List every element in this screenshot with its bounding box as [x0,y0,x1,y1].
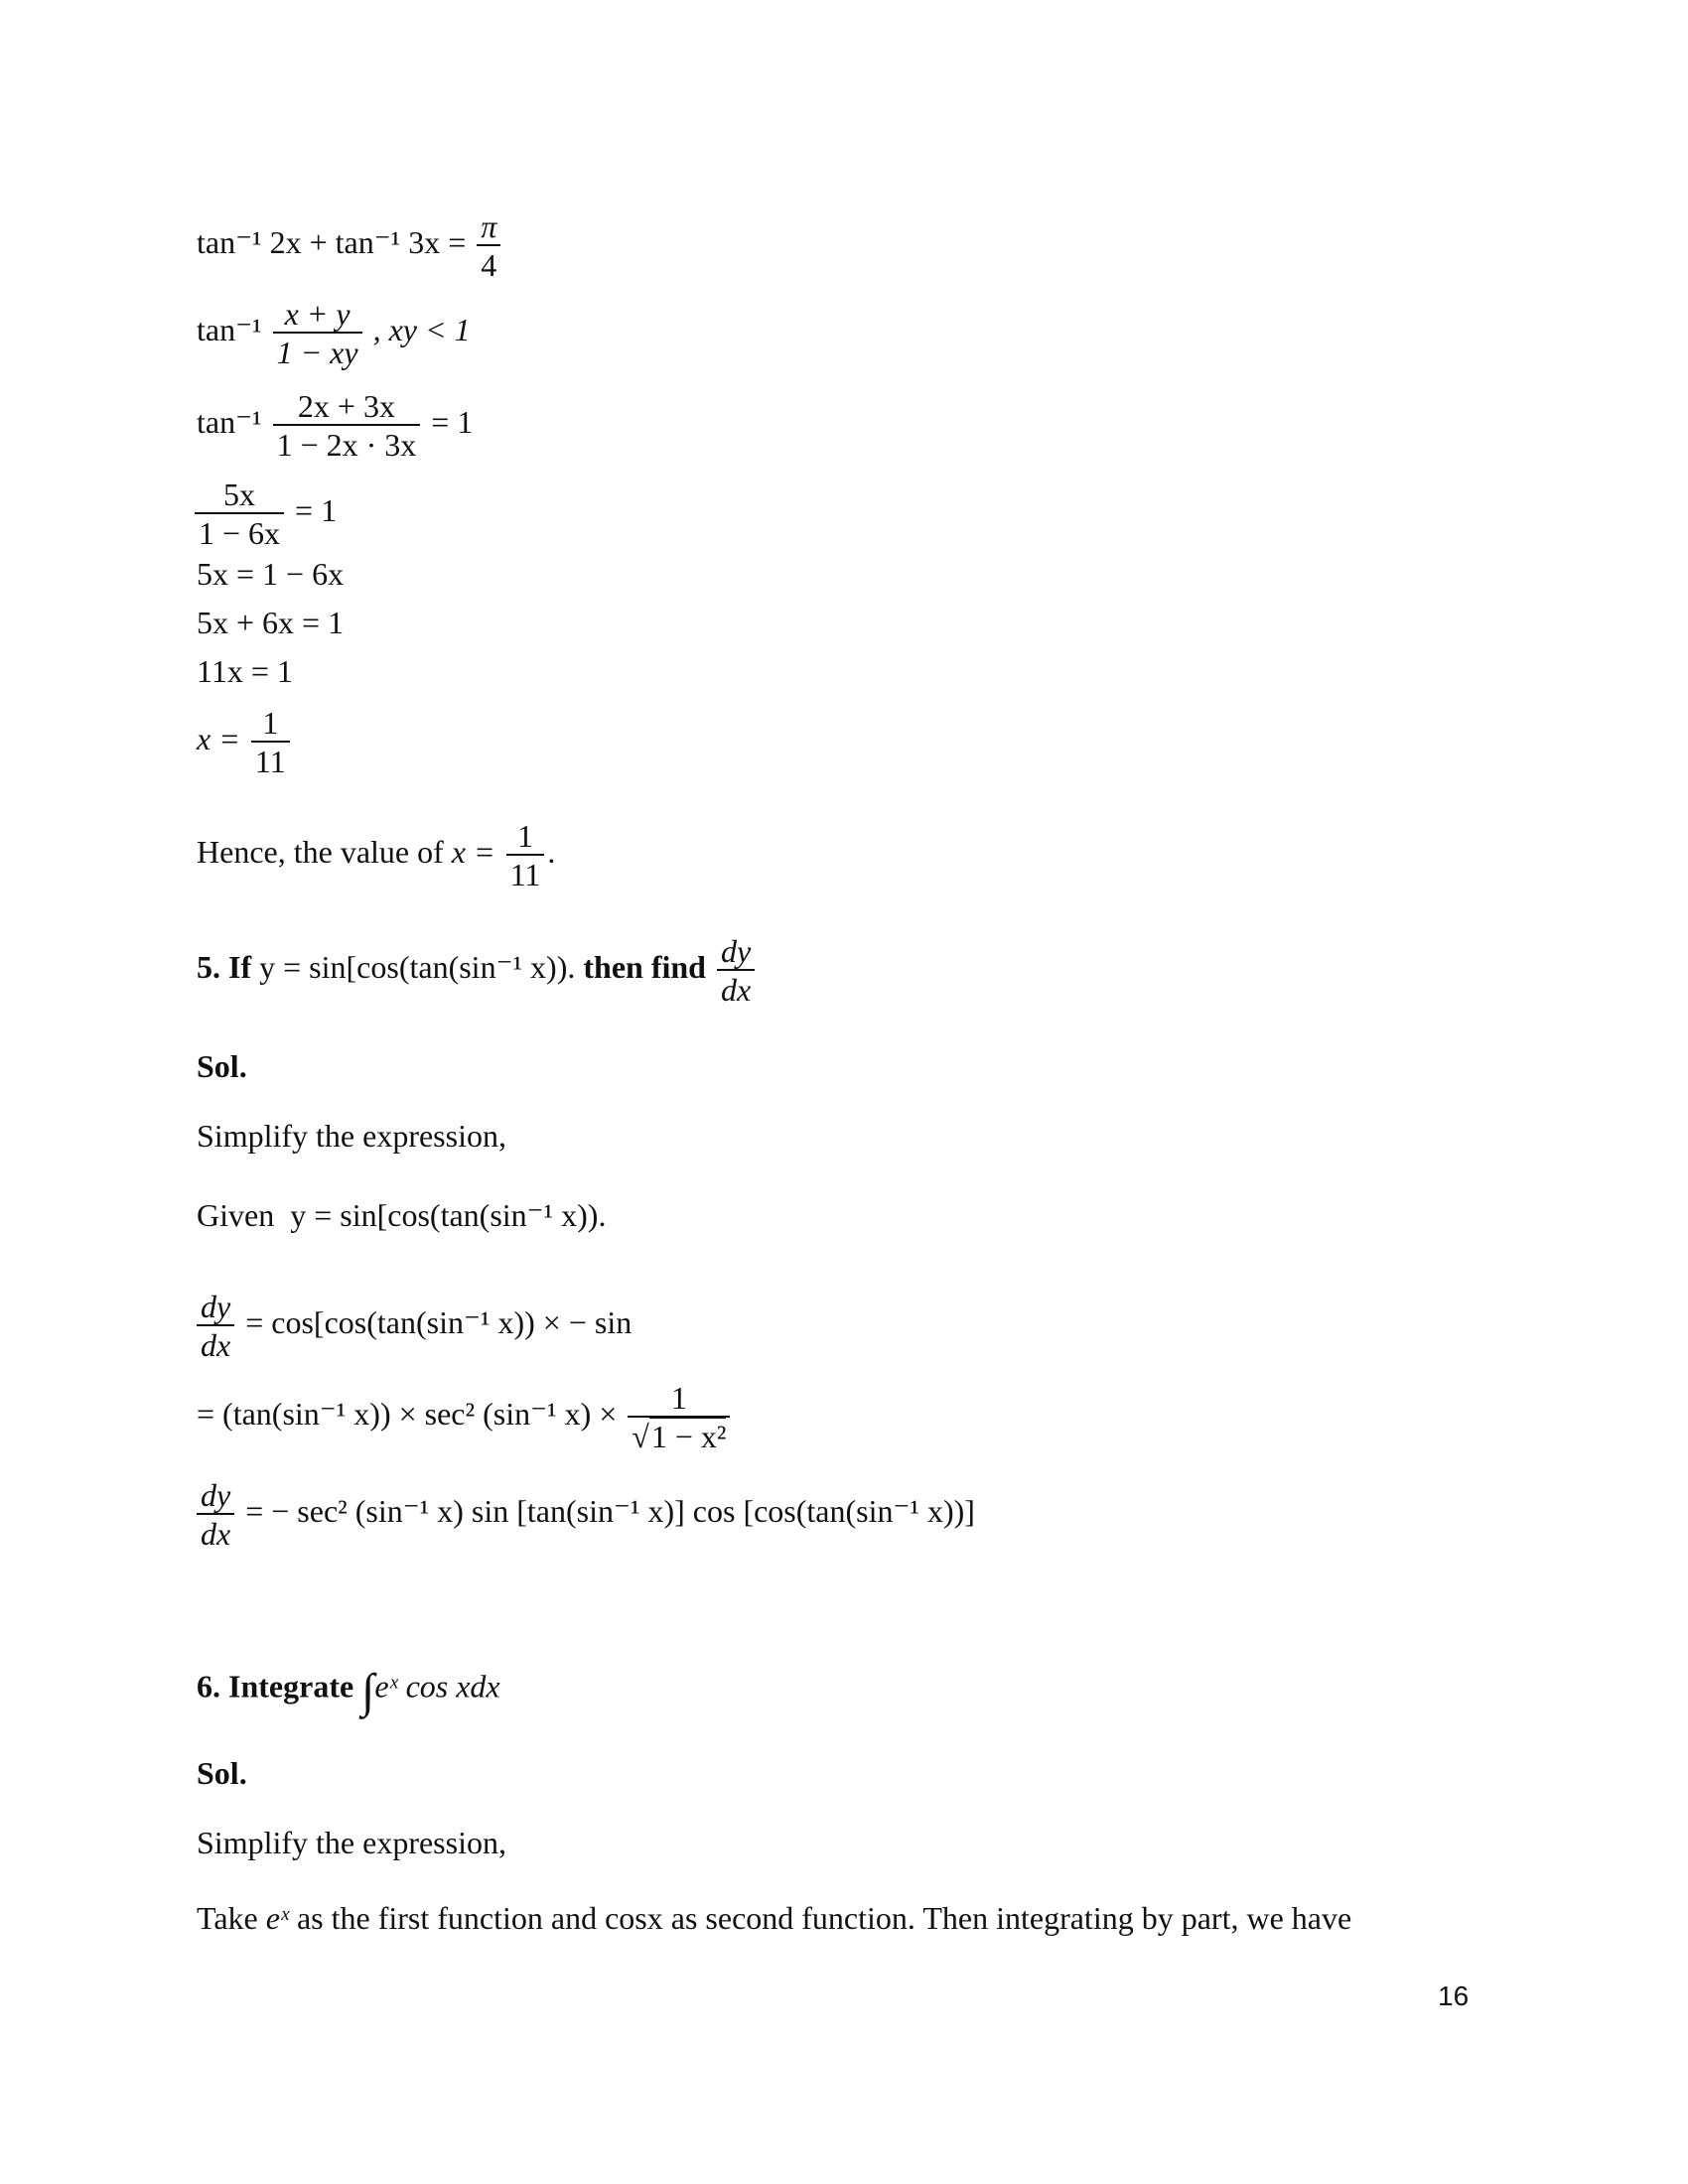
denominator: 4 [477,244,500,281]
denominator: 1 − 2x · 3x [273,424,421,461]
integral-sign-icon: ∫ [361,1665,375,1717]
derivative-step-1 [197,1291,632,1361]
derivative-step-3 [197,1479,975,1550]
equation-step-4 [195,478,337,549]
numerator: 1 [262,705,279,741]
numerator: 1 [516,818,533,854]
derivative-step-2 [197,1382,733,1452]
denominator: dx [197,1513,234,1550]
radicand: 1 − x² [650,1419,727,1454]
fraction-pi-over-4 [477,210,500,281]
denominator: 11 [506,854,545,890]
fraction-inverse-sqrt [628,1382,730,1452]
numerator: 2x + 3x [297,388,395,424]
exponential-term: eˣ [265,1900,289,1936]
problem-number: 5. If [197,948,252,985]
conclusion-line [197,820,555,890]
fraction-5x [195,478,284,549]
step-1-lhs: tan⁻¹ 2x + tan⁻¹ 3x = [197,223,467,260]
fraction-sum-formula [273,298,362,368]
equation-step-1 [197,210,503,281]
problem-5-heading [197,935,758,1006]
derivative-dy-dx [197,1291,234,1361]
page-number: 16 [1438,1980,1470,2011]
problem-6-heading [197,1665,500,1717]
numerator: dy [201,1289,231,1324]
square-root: √1 − x² [632,1419,727,1454]
step-1-rhs: = cos[cos(tan(sin⁻¹ x)) × − sin [245,1303,633,1340]
arctan-prefix: tan⁻¹ [197,311,262,347]
integrand: eˣ cos xdx [374,1668,500,1705]
denominator: 1 − 6x [195,512,284,549]
integration-by-parts-text [197,1902,1351,1934]
take-text: Take [197,1900,258,1936]
numerator: 5x [223,477,256,512]
solution-label: Sol. [197,1755,247,1791]
numerator: 1 [670,1380,687,1416]
fraction-1-over-11 [251,707,290,777]
denominator: dx [717,969,755,1006]
numerator: x + y [284,296,351,332]
denominator [628,1416,730,1452]
denominator: 1 − xy [273,332,362,368]
step-3-rhs: = − sec² (sin⁻¹ x) sin [tan(sin⁻¹ x)] cos [cos(tan(sin⁻¹ x))] [245,1492,975,1529]
equation-step-7: 11x = 1 [197,653,293,689]
rhs: = 1 [431,403,474,440]
period: . [547,833,556,870]
conclusion-text: Hence, the value of [197,833,444,870]
equation-step-5: 5x = 1 − 6x [197,556,345,592]
equation-step-6: 5x + 6x = 1 [197,605,345,640]
fraction-substituted [273,390,421,461]
lhs: x = [197,720,240,756]
simplify-text: Simplify the expression, [197,1118,506,1154]
denominator: 11 [251,741,290,777]
derivative-dy-dx [717,935,755,1006]
numerator: dy [720,933,752,969]
equation-step-3 [197,390,473,461]
explanation-text: as the first function and cosx as second function. Then integrating by part, we have [296,1900,1352,1936]
equation-step-2 [197,298,471,368]
derivative-dy-dx [197,1479,234,1550]
fraction-1-over-11 [506,820,545,890]
step-2-expression: = (tan(sin⁻¹ x)) × sec² (sin⁻¹ x) × [197,1395,618,1432]
numerator: dy [201,1477,231,1513]
simplify-text: Simplify the expression, [197,1825,506,1860]
given-expression: y = sin[cos(tan(sin⁻¹ x)). [290,1197,607,1233]
then-find-text: then find [583,948,706,985]
numerator: π [481,208,497,244]
rhs: = 1 [295,491,338,528]
given-label: Given [197,1197,275,1233]
problem-number: 6. Integrate [197,1668,354,1705]
lhs: x = [451,833,495,870]
denominator: dx [197,1324,234,1361]
given-line [197,1199,606,1231]
solution-label: Sol. [197,1048,247,1084]
equation-step-8 [197,707,293,777]
problem-expression: y = sin[cos(tan(sin⁻¹ x)). [259,948,576,985]
condition: , xy < 1 [372,311,471,347]
arctan-prefix: tan⁻¹ [197,403,262,440]
